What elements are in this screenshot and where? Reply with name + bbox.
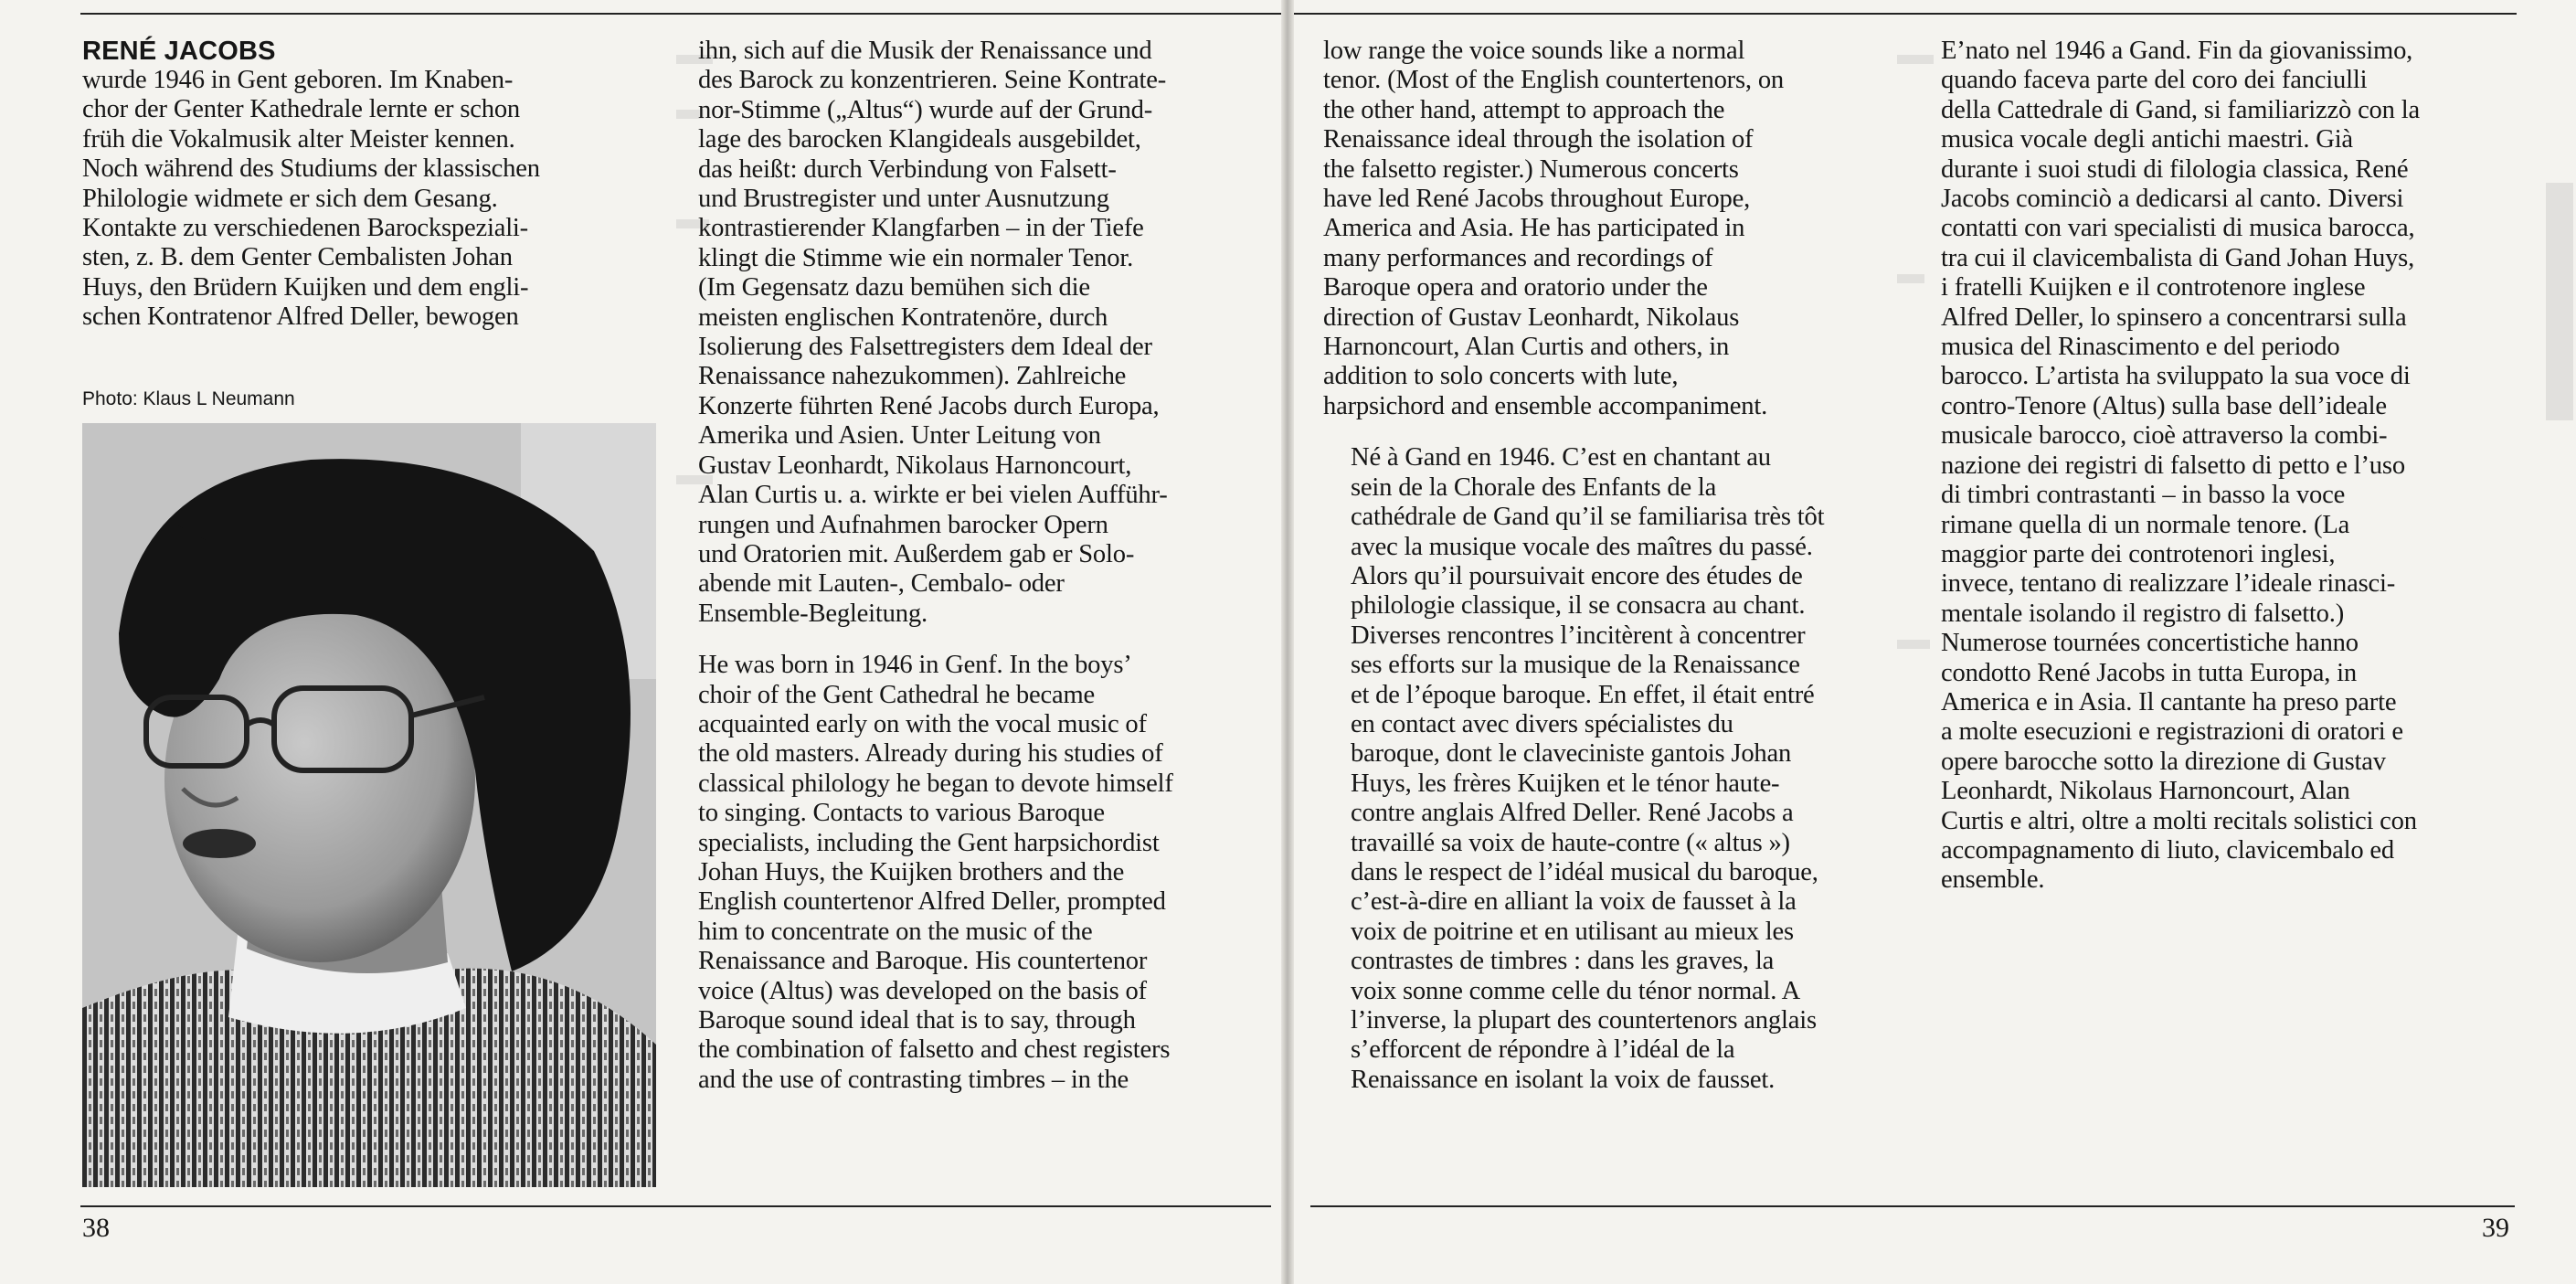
text-line: direction of Gustav Leonhardt, Nikolaus (1323, 302, 1740, 332)
text-line: Philologie widmete er sich dem Gesang. (82, 184, 498, 213)
text-line: voix sonne comme celle du ténor normal. A (1351, 976, 1801, 1005)
text-line: Jacobs cominciò a dedicarsi al canto. Diversi (1941, 185, 2404, 214)
text-line: baroque, dont le claveciniste gantois Johan (1351, 739, 1792, 769)
text-line: rimane quella di un normale tenore. (La (1941, 510, 2350, 539)
photo-caption: Photo: Klaus L Neumann (82, 388, 295, 409)
text-line: acquainted early on with the vocal music of (698, 709, 1147, 738)
text-line: des Barock zu konzentrieren. Seine Kontrate- (698, 66, 1167, 95)
text-line: di timbri contrastanti – in basso la voce (1941, 481, 2346, 510)
text-line: America e in Asia. Il cantante ha preso parte (1941, 687, 2397, 716)
text-line: opere barocche sotto la direzione di Gustav (1941, 747, 2386, 776)
text-line: the combination of falsetto and chest registers (698, 1035, 1171, 1065)
text-line: Harnoncourt, Alan Curtis and others, in (1323, 333, 1730, 362)
text-line: cathédrale de Gand qu’il se familiarisa très tôt (1351, 503, 1825, 532)
text-line: klingt die Stimme wie ein normaler Tenor. (698, 243, 1134, 272)
column-right-1 (1323, 37, 1899, 1095)
text-line: accompagnamento di liuto, clavicembalo ed (1941, 835, 2394, 865)
german-bio-continued (698, 37, 1274, 629)
text-line: l’inverse, la plupart des countertenors anglais (1351, 1006, 1817, 1035)
text-line: voice (Altus) was developed on the basis of (698, 976, 1147, 1005)
text-line: contrastes de timbres : dans les graves, la (1351, 947, 1775, 976)
text-line: tra cui il clavicembalista di Gand Johan Huys, (1941, 243, 2415, 272)
top-rule-right (1294, 13, 2517, 15)
text-line: addition to solo concerts with lute, (1323, 362, 1679, 391)
text-line: Renaissance ideal through the isolation of (1323, 125, 1754, 154)
text-line: (Im Gegensatz dazu bemühen sich die (698, 273, 1090, 302)
text-line: invece, tentano di realizzare l’ideale rinasci- (1941, 569, 2396, 599)
text-line: s’efforcent de répondre à l’idéal de la (1351, 1035, 1735, 1065)
text-line: dans le respect de l’idéal musical du baroque, (1351, 857, 1818, 886)
text-line: Alors qu’il poursuivait encore des études de (1351, 561, 1803, 590)
text-line: avec la musique vocale des maîtres du passé. (1351, 532, 1813, 561)
column-left-1 (82, 37, 656, 333)
text-line: Ensemble-Begleitung. (698, 599, 928, 628)
text-line: Isolierung des Falsettregisters dem Ideal der (698, 333, 1152, 362)
text-line: sten, z. B. dem Genter Cembalisten Johan (82, 243, 513, 272)
text-line: ihn, sich auf die Musik der Renaissance und (698, 37, 1152, 65)
text-line: Alfred Deller, lo spinsero a concentrarsi sulla (1941, 302, 2407, 332)
text-line: harpsichord and ensemble accompaniment. (1323, 391, 1768, 420)
text-line: ensemble. (1941, 865, 2045, 895)
text-line: choir of the Gent Cathedral he became (698, 680, 1096, 709)
text-line: della Cattedrale di Gand, si familiarizzò con la (1941, 95, 2420, 124)
italian-bio (1941, 37, 2526, 896)
top-rule (80, 13, 1281, 15)
text-line: Curtis e altri, oltre a molti recitals solistici con (1941, 806, 2417, 835)
text-line: Numerose tournées concertistiche hanno (1941, 629, 2359, 658)
text-line: have led René Jacobs throughout Europe, (1323, 185, 1751, 214)
page-number-left: 38 (82, 1213, 110, 1243)
text-line: Gustav Leonhardt, Nikolaus Harnoncourt, (698, 451, 1132, 480)
text-line: philologie classique, il se consacra au chant. (1351, 591, 1806, 621)
bottom-rule-right (1310, 1205, 2515, 1207)
text-line: Renaissance and Baroque. His countertenor (698, 947, 1148, 976)
text-line: rungen und Aufnahmen barocker Opern (698, 510, 1108, 539)
text-line: low range the voice sounds like a normal (1323, 37, 1745, 65)
text-line: ses efforts sur la musique de la Renaissance (1351, 651, 1800, 680)
text-line: voix de poitrine et en utilisant au mieux les (1351, 917, 1794, 946)
german-bio-start (82, 66, 656, 333)
text-line: Huys, les frères Kuijken et le ténor haute- (1351, 769, 1780, 798)
text-line: Johan Huys, the Kuijken brothers and the (698, 857, 1125, 886)
text-line: He was born in 1946 in Genf. In the boys’ (698, 651, 1132, 680)
portrait-illustration (82, 423, 656, 1187)
text-line: musica vocale degli antichi maestri. Già (1941, 125, 2353, 154)
text-line: classical philology he began to devote himself (698, 769, 1173, 798)
page-number-right: 39 (2482, 1213, 2509, 1243)
artist-heading: RENÉ JACOBS (82, 37, 276, 66)
text-line: contro-Tenore (Altus) sulla base dell’ideale (1941, 391, 2387, 420)
text-line: E’nato nel 1946 a Gand. Fin da giovanissimo, (1941, 37, 2413, 65)
text-line: travaillé sa voix de haute-contre (« altus ») (1351, 828, 1790, 857)
text-line: Baroque sound ideal that is to say, through (698, 1006, 1136, 1035)
text-line: condotto René Jacobs in tutta Europa, in (1941, 658, 2357, 687)
text-line: musica del Rinascimento e del periodo (1941, 333, 2340, 362)
text-line: maggior parte dei controtenori inglesi, (1941, 539, 2336, 568)
text-line: meisten englischen Kontratenöre, durch (698, 302, 1108, 332)
text-line: Amerika und Asien. Unter Leitung von (698, 421, 1101, 451)
text-line: Alan Curtis u. a. wirkte er bei vielen Aufführ- (698, 481, 1168, 510)
text-line: wurde 1946 in Gent geboren. Im Knaben- (82, 66, 514, 94)
text-line: i fratelli Kuijken e il controtenore inglese (1941, 273, 2366, 302)
text-line: kontrastierender Klangfarben – in der Tiefe (698, 214, 1144, 243)
text-line: a molte esecuzioni e registrazioni di oratori e (1941, 717, 2403, 747)
column-right-2 (1941, 37, 2526, 896)
text-line: durante i suoi studi di filologia classica, René (1941, 154, 2409, 184)
text-line: en contact avec divers spécialistes du (1351, 709, 1733, 738)
text-line: Renaissance en isolant la voix de fausset. (1351, 1065, 1776, 1094)
text-line: nor-Stimme („Altus“) wurde auf der Grund- (698, 95, 1153, 124)
english-bio-start (698, 651, 1274, 1095)
bottom-rule (80, 1205, 1271, 1207)
text-line: English countertenor Alfred Deller, prompted (698, 887, 1166, 917)
left-page (0, 0, 1281, 1284)
text-line: und Brustregister und unter Ausnutzung (698, 185, 1109, 214)
right-page (1294, 0, 2576, 1284)
text-line: Leonhardt, Nikolaus Harnoncourt, Alan (1941, 777, 2350, 806)
text-line: and the use of contrasting timbres – in the (698, 1065, 1129, 1094)
text-line: many performances and recordings of (1323, 243, 1713, 272)
text-line: the old masters. Already during his studies of (698, 739, 1163, 769)
text-line: das heißt: durch Verbindung von Falsett- (698, 154, 1117, 184)
text-line: Renaissance nahezukommen). Zahlreiche (698, 362, 1127, 391)
text-line: the other hand, attempt to approach the (1323, 95, 1725, 124)
text-line: Noch während des Studiums der klassischen (82, 154, 540, 184)
portrait-photo (82, 423, 656, 1187)
text-line: schen Kontratenor Alfred Deller, bewogen (82, 302, 519, 332)
text-line: to singing. Contacts to various Baroque (698, 799, 1105, 828)
text-line: barocco. L’artista ha sviluppato la sua voce di (1941, 362, 2411, 391)
text-line: him to concentrate on the music of the (698, 917, 1093, 946)
text-line: Huys, den Brüdern Kuijken und dem engli- (82, 272, 529, 302)
text-line: Diverses rencontres l’incitèrent à concentrer (1351, 621, 1806, 650)
text-line: nazione dei registri di falsetto di petto e l’uso (1941, 451, 2405, 480)
text-line: Né à Gand en 1946. C’est en chantant au (1351, 443, 1771, 472)
text-line: lage des barocken Klangideals ausgebildet, (698, 125, 1141, 154)
text-line: und Oratorien mit. Außerdem gab er Solo- (698, 539, 1135, 568)
french-bio (1323, 443, 1899, 1095)
text-line: specialists, including the Gent harpsichordist (698, 828, 1160, 857)
text-line: Baroque opera and oratorio under the (1323, 273, 1708, 302)
text-line: c’est-à-dire en alliant la voix de fausset à la (1351, 887, 1797, 917)
english-bio-continued (1323, 37, 1899, 421)
text-line: quando faceva parte del coro dei fanciulli (1941, 66, 2368, 95)
text-line: musicale barocco, cioè attraverso la combi- (1941, 421, 2388, 451)
text-line: Kontakte zu verschiedenen Barockspeziali- (82, 214, 529, 243)
text-line: tenor. (Most of the English countertenors, on (1323, 66, 1785, 95)
book-gutter (1281, 0, 1294, 1284)
text-line: abende mit Lauten-, Cembalo- oder (698, 569, 1065, 599)
text-line: sein de la Chorale des Enfants de la (1351, 472, 1717, 502)
text-line: et de l’époque baroque. En effet, il était entré (1351, 680, 1815, 709)
text-line: contatti con vari specialisti di musica barocca, (1941, 214, 2415, 243)
text-line: Konzerte führten René Jacobs durch Europa, (698, 391, 1160, 420)
text-line: America and Asia. He has participated in (1323, 214, 1745, 243)
text-line: the falsetto register.) Numerous concerts (1323, 154, 1739, 184)
text-line: mentale isolando il registro di falsetto.) (1941, 599, 2345, 628)
column-left-2 (698, 37, 1274, 1095)
text-line: chor der Genter Kathedrale lernte er schon (82, 95, 521, 124)
text-line: früh die Vokalmusik alter Meister kennen. (82, 124, 515, 154)
text-line: contre anglais Alfred Deller. René Jacobs a (1351, 799, 1794, 828)
